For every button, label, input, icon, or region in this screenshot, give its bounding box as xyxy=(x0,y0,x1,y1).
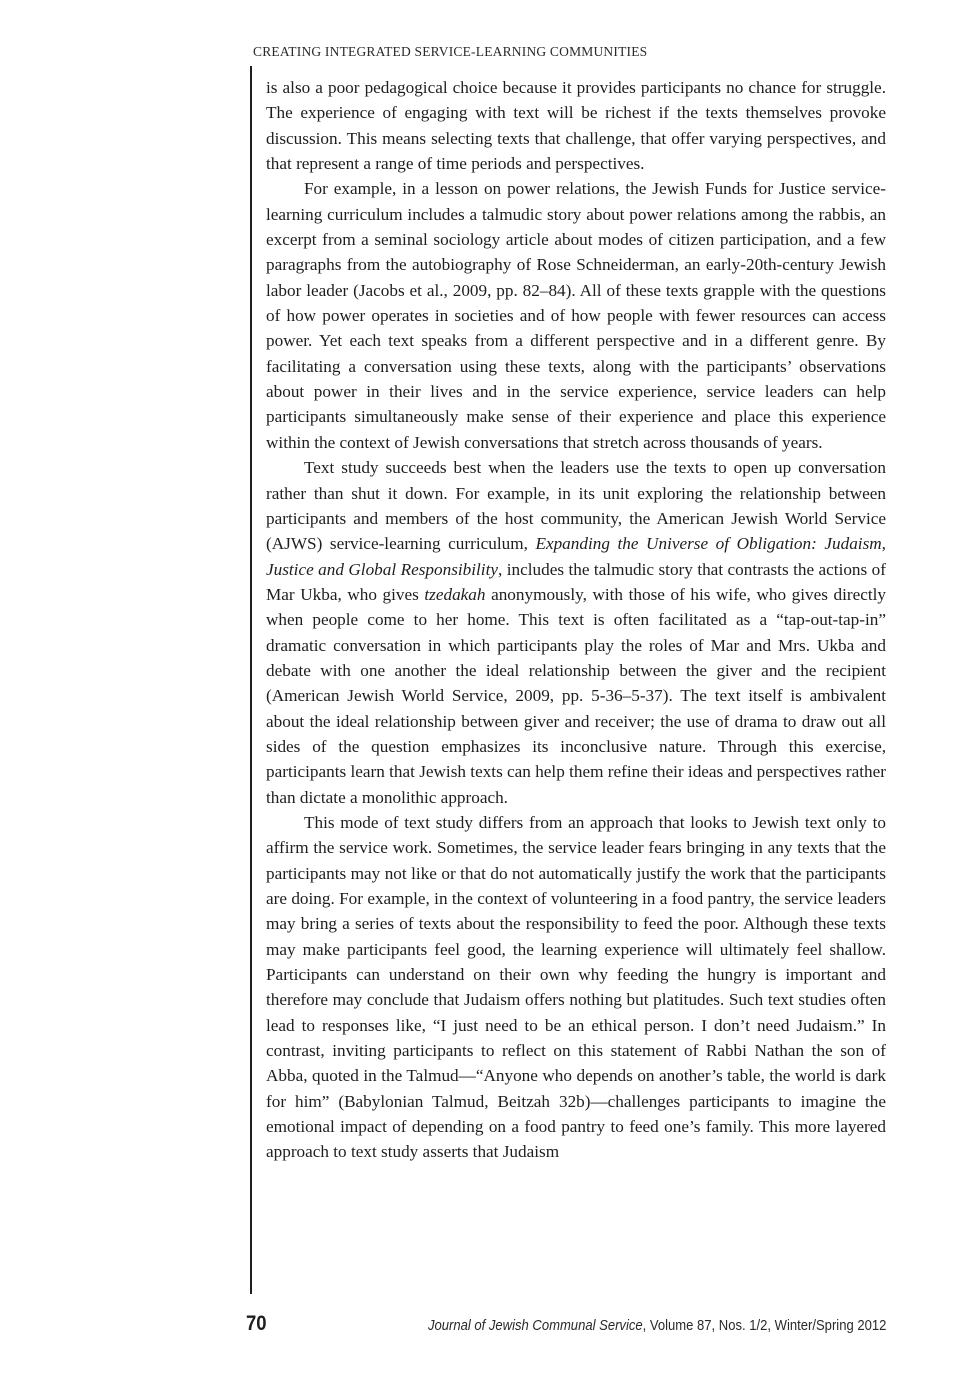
paragraph-text: For example, in a lesson on power relations, the Jewish Funds for Justice service-learning curriculum includes a talmudic story about power relations among the rabbis, an excerpt from a seminal sociology article about modes of citizen participation, and a few paragraphs from the autobiography of Rose Schneiderman, an early-20th-century Jewish labor leader (Jacobs et al., 2009, pp. 82–84). All of these texts grapple with the questions of how power operates in societies and of how people with fewer resources can access power. Yet each text speaks from a different perspective and in a different genre. By facilitating a conversation using these texts, along with the participants’ observations about power in their lives and in the service experience, service leaders can help participants simultaneously make sense of their experience and place this experience within the context of Jewish conversations that stretch across thousands of years. xyxy=(266,179,886,452)
italic-text: Expanding the Universe of Obligation: Judaism, Justice and Global Responsibility xyxy=(266,534,886,579)
paragraph xyxy=(266,176,886,455)
body-text xyxy=(266,75,886,1165)
paragraph xyxy=(266,75,886,176)
paragraph-text: Text study succeeds best when the leaders use the texts to open up conversation rather than shut it down. For example, in its unit exploring the relationship between participants and members of the host community, the American Jewish World Service (AJWS) service-learning curriculum, xyxy=(266,458,886,554)
italic-text: tzedakah xyxy=(424,584,486,604)
page-number: 70 xyxy=(246,1312,267,1335)
margin-rule xyxy=(250,66,252,1294)
paragraph xyxy=(266,455,886,810)
paragraph xyxy=(266,810,886,1165)
paragraph-text: anonymously, with those of his wife, who gives directly when people come to her home. This text is often facilitated as a “tap-out-tap-in” dramatic conversation in which participants play the roles of Mar and Mrs. Ukba and debate with one another the ideal relationship between the giver and the recipient (American Jewish World Service, 2009, pp. 5-36–5-37). The text itself is ambivalent about the ideal relationship between giver and receiver; the use of drama to draw out all sides of the question emphasizes its inconclusive nature. Through this exercise, participants learn that Jewish texts can help them refine their ideas and perspectives rather than dictate a monolithic approach. xyxy=(266,584,886,807)
paragraph-text: , includes the talmudic story that contrasts the actions of Mar Ukba, who gives xyxy=(266,559,886,604)
running-head: CREATING INTEGRATED SERVICE-LEARNING COMMUNITIES xyxy=(253,44,648,59)
paragraph-text: This mode of text study differs from an approach that looks to Jewish text only to affirm the service work. Sometimes, the service leader fears bringing in any texts that the participants may not like or that do not automatically justify the work that the participants are doing. For example, in the context of volunteering in a food pantry, the service leaders may bring a series of texts about the responsibility to feed the poor. Although these texts may make participants feel good, the learning experience will ultimately feel shallow. Participants can understand on their own why feeding the hungry is important and therefore may conclude that Judaism offers nothing but platitudes. Such text studies often lead to responses like, “I just need to be an ethical person. I don’t need Judaism.” In contrast, inviting participants to reflect on this statement of Rabbi Nathan the son of Abba, quoted in the Talmud—“Anyone who depends on another’s table, the world is dark for him” (Babylonian Talmud, Beitzah 32b)—challenges participants to imagine the emotional impact of depending on a food pantry to feed one’s family. This more layered approach to text study asserts that Judaism xyxy=(266,812,886,1162)
journal-title: Journal of Jewish Communal Service xyxy=(427,1318,643,1334)
journal-issue-info: , Volume 87, Nos. 1/2, Winter/Spring 2012 xyxy=(642,1318,886,1334)
journal-citation xyxy=(428,1318,886,1334)
paragraph-text: is also a poor pedagogical choice because it provides participants no chance for struggle. The experience of engaging with text will be richest if the texts themselves provoke discussion. This means selecting texts that challenge, that offer varying perspectives, and that represent a range of time periods and perspectives. xyxy=(266,78,886,174)
